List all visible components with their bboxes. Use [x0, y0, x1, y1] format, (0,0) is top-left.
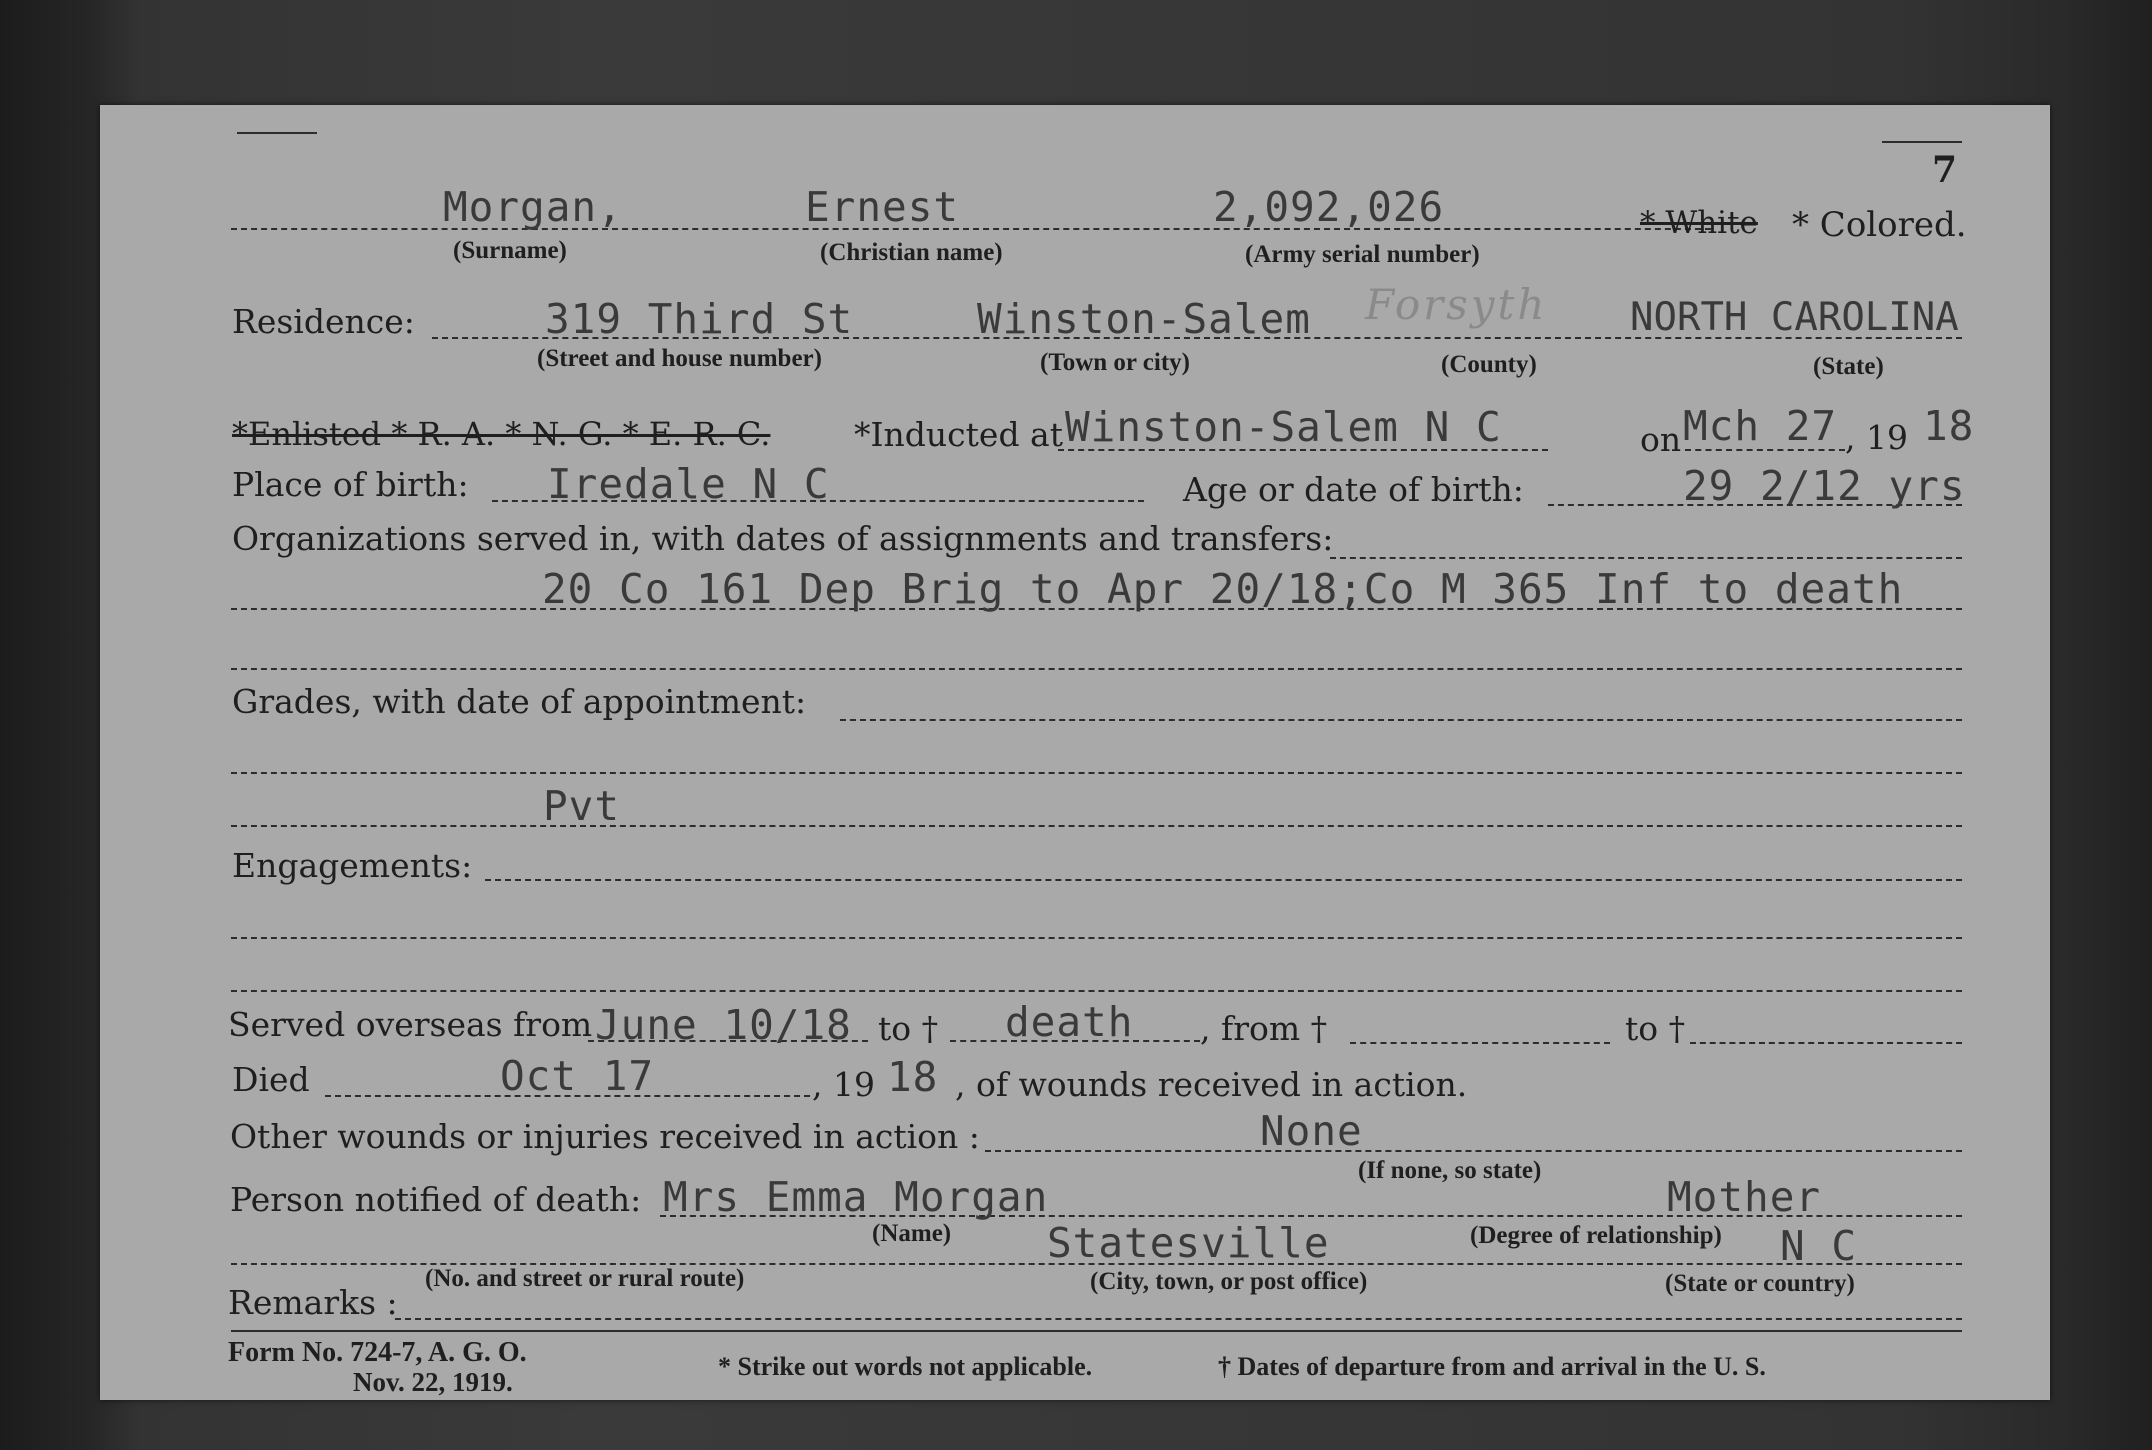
organizations-label: Organizations served in, with dates of assignments and transfers: [232, 519, 1334, 558]
residence-street: 319 Third St [545, 295, 854, 343]
street-caption: (Street and house number) [537, 345, 822, 372]
notified-city: Statesville [1047, 1219, 1330, 1267]
engagements-line-3 [231, 990, 1962, 992]
organizations-line-3 [231, 668, 1962, 670]
footer-rule [231, 1330, 1962, 1332]
city-caption: (City, town, or post office) [1090, 1268, 1368, 1295]
engagements-line-2 [231, 937, 1962, 939]
top-right-rule [1882, 141, 1962, 143]
grades-entry: Pvt [543, 782, 621, 830]
other-wounds-value: None [1260, 1107, 1363, 1155]
overseas-to-value: death [1005, 998, 1134, 1046]
engagements-label: Engagements: [232, 846, 473, 885]
on-label: on [1640, 420, 1682, 459]
inducted-place: Winston-Salem N C [1065, 403, 1502, 451]
dates-note: † Dates of departure from and arrival in the U. S. [1218, 1352, 1766, 1381]
remarks-label: Remarks : [228, 1283, 398, 1322]
surname-caption: (Surname) [453, 237, 567, 264]
birth-place: Iredale N C [547, 460, 830, 508]
death-date: Oct 17 [500, 1052, 655, 1100]
residence-town: Winston-Salem [977, 295, 1311, 343]
state-country-caption: (State or country) [1665, 1270, 1855, 1297]
overseas-from-date: June 10/18 [595, 1001, 852, 1049]
died-label: Died [232, 1060, 310, 1099]
age-label: Age or date of birth: [1183, 470, 1524, 509]
inducted-label: *Inducted at [854, 415, 1063, 454]
christian-name-caption: (Christian name) [820, 239, 1003, 266]
grades-label: Grades, with date of appointment: [232, 682, 807, 721]
surname-value: Morgan, [443, 183, 623, 231]
race-colored: * Colored. [1792, 205, 1967, 245]
induction-date: Mch 27 [1683, 402, 1838, 450]
induction-year-prefix: , 19 [1845, 418, 1908, 457]
state-caption: (State) [1813, 353, 1884, 380]
organizations-line-1 [1330, 557, 1962, 559]
age-value: 29 2/12 yrs [1683, 462, 1966, 510]
grades-line-2 [231, 772, 1962, 774]
overseas-from2-label: , from † [1200, 1009, 1328, 1048]
notified-name: Mrs Emma Morgan [663, 1173, 1049, 1221]
death-year-prefix: , 19 [812, 1065, 875, 1104]
top-left-rule [237, 132, 317, 134]
residence-county-handwritten: Forsyth [1365, 280, 1548, 329]
residence-label: Residence: [232, 302, 415, 341]
form-date: Nov. 22, 1919. [353, 1367, 513, 1397]
enlisted-options-struck: *Enlisted * R. A. * N. G. * E. R. C. [232, 415, 771, 453]
serial-number-value: 2,092,026 [1213, 183, 1445, 231]
overseas-to2-label: to † [1625, 1009, 1686, 1048]
remarks-line [395, 1318, 1962, 1320]
notified-name-caption: (Name) [872, 1220, 952, 1247]
card-number: 7 [1932, 149, 1958, 191]
death-year-suffix: 18 [887, 1053, 939, 1101]
other-wounds-label: Other wounds or injuries received in action : [230, 1117, 980, 1156]
overseas-to2-line [1690, 1042, 1962, 1044]
grades-line-1 [840, 719, 1962, 721]
other-wounds-line [985, 1150, 1962, 1152]
notified-relationship: Mother [1667, 1173, 1822, 1221]
race-white-struck: * White [1640, 205, 1758, 241]
engagements-line-1 [485, 879, 1962, 881]
overseas-to-label: to † [878, 1009, 939, 1048]
notified-state: N C [1780, 1222, 1858, 1270]
overseas-from2-line [1350, 1042, 1610, 1044]
death-cause: , of wounds received in action. [955, 1065, 1468, 1104]
other-wounds-caption: (If none, so state) [1358, 1157, 1542, 1184]
residence-state: NORTH CAROLINA [1630, 295, 1959, 340]
organizations-entry: 20 Co 161 Dep Brig to Apr 20/18;Co M 365 Inf to death [542, 565, 1904, 613]
strike-note: * Strike out words not applicable. [718, 1352, 1093, 1381]
card-content [100, 105, 2050, 1400]
notified-label: Person notified of death: [230, 1180, 642, 1219]
christian-name-value: Ernest [805, 183, 960, 231]
induction-year-suffix: 18 [1923, 402, 1975, 450]
overseas-label: Served overseas from [228, 1005, 593, 1044]
grades-line-3 [231, 825, 1962, 827]
birth-place-label: Place of birth: [232, 465, 469, 504]
street-route-caption: (No. and street or rural route) [425, 1265, 745, 1292]
relationship-caption: (Degree of relationship) [1470, 1222, 1722, 1249]
county-caption: (County) [1441, 351, 1537, 378]
form-number: Form No. 724-7, A. G. O. [228, 1337, 527, 1368]
serial-number-caption: (Army serial number) [1245, 241, 1480, 268]
town-caption: (Town or city) [1040, 349, 1190, 376]
